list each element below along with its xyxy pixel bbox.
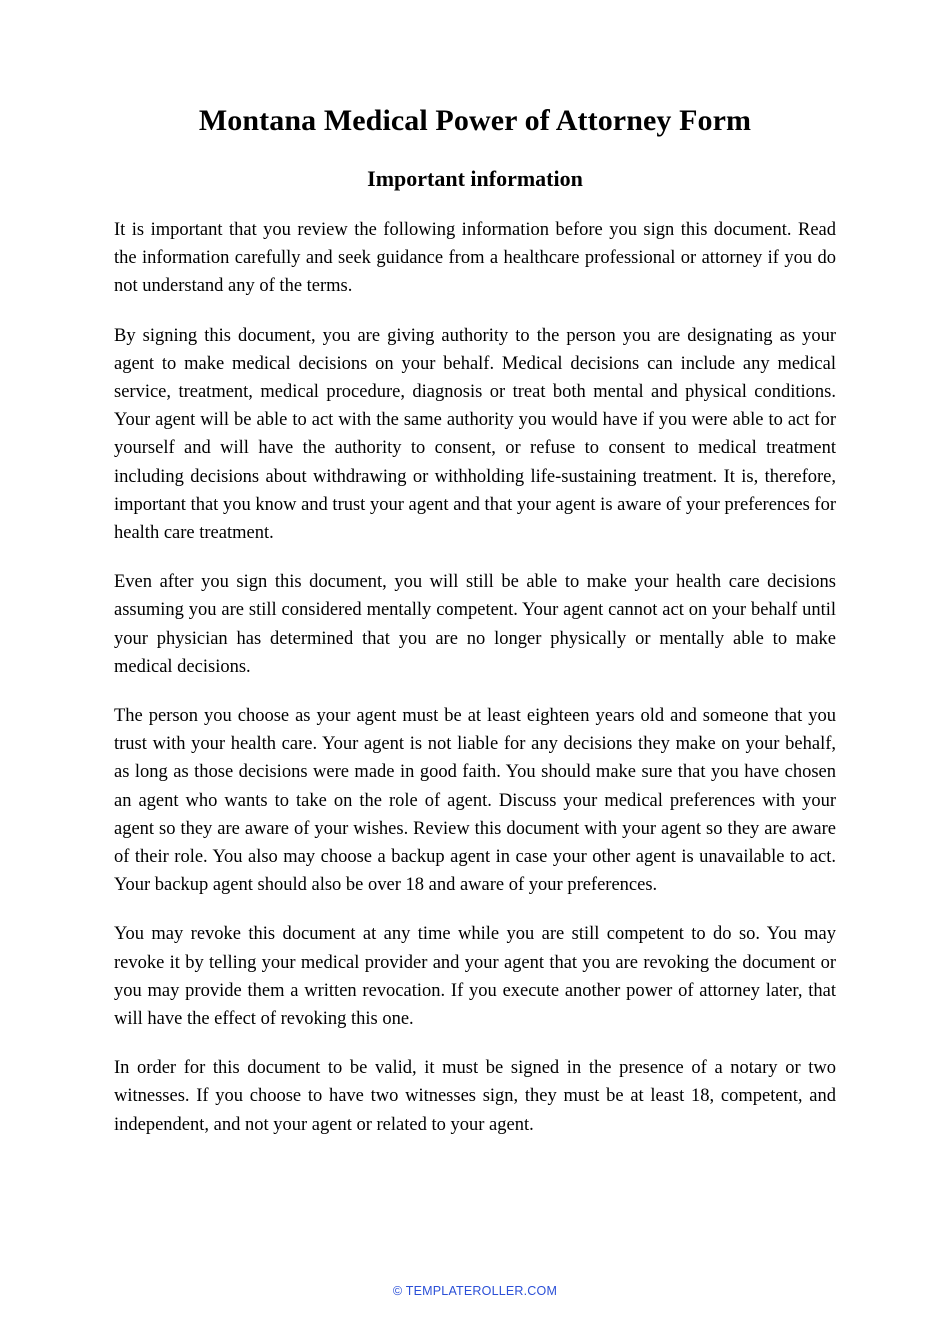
footer bbox=[0, 1284, 950, 1298]
paragraph-competence: Even after you sign this document, you will still be able to make your health care decisions assuming you are still considered mentally competent. Your agent cannot act on your behalf until your physician has determined that you are no longer physically or mentally able to make medical decisions. bbox=[114, 572, 836, 677]
section-heading-important-information: Important information bbox=[367, 166, 583, 191]
paragraph-intro: It is important that you review the following information before you sign this document. Read the information carefully and seek guidance from a healthcare professional or attorney if you do not understand any of the terms. bbox=[114, 220, 836, 297]
paragraph-revocation: You may revoke this document at any time while you are still competent to do so. You may revoke it by telling your medical provider and your agent that you are revoking the document or you may provide them a written revocation. If you execute another power of attorney later, that will have the effect of revoking this one. bbox=[114, 924, 836, 1030]
paragraph-validity: In order for this document to be valid, it must be signed in the presence of a notary or two witnesses. If you choose to have two witnesses sign, they must be at least 18, competent, and independent, and not your agent or related to your agent. bbox=[114, 1058, 836, 1135]
templateroller-credit[interactable]: © TEMPLATEROLLER.COM bbox=[392, 1284, 558, 1298]
paragraph-authority: By signing this document, you are giving authority to the person you are designating as your agent to make medical decisions on your behalf. Medical decisions can include any medical service, treatment, medical procedure, diagnosis or treat both mental and physical conditions. Your agent will be able to act with the same authority you would have if you were able to act for yourself and will have the authority to consent, or refuse to consent to medical treatment including decisions about withdrawing or withholding life-sustaining treatment. It is, therefore, important that you know and trust your agent and that your agent is aware of your preferences for health care treatment. bbox=[114, 325, 836, 544]
paragraph-agent-requirements: The person you choose as your agent must be at least eighteen years old and someone that you trust with your health care. Your agent is not liable for any decisions they make on your behalf, as long as those decisions were made in good faith. You should make sure that you have chosen an agent who wants to take on the role of agent. Discuss your medical preferences with your agent so they are aware of your wishes. Review this document with your agent so they are aware of their role. You also may choose a backup agent in case your other agent is unavailable to act. Your backup agent should also be over 18 and aware of your preferences. bbox=[114, 706, 836, 896]
page-title: Montana Medical Power of Attorney Form bbox=[198, 104, 752, 137]
